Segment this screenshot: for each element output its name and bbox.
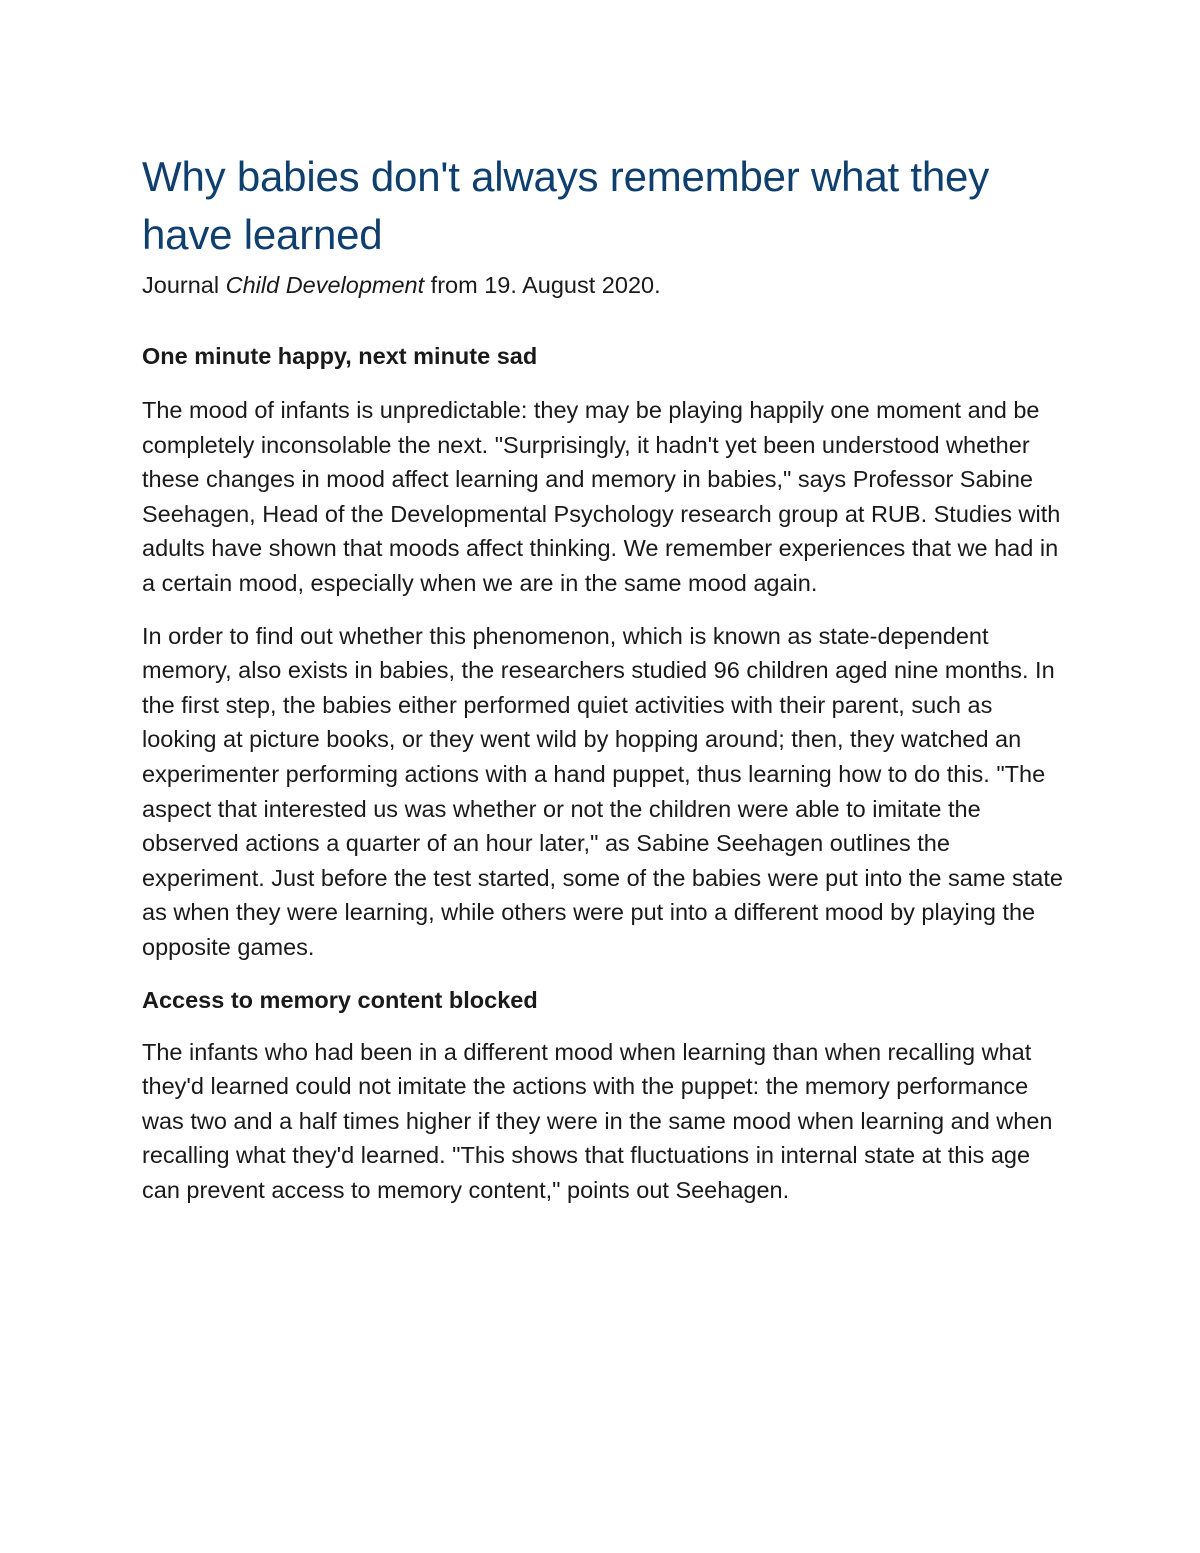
article-title: Why babies don't always remember what they have learned xyxy=(142,153,990,258)
article-subtitle xyxy=(142,268,1067,302)
section-heading-memory-access: Access to memory content blocked xyxy=(142,986,538,1013)
paragraph-mood-intro: The mood of infants is unpredictable: they may be playing happily one moment and be completely inconsolable the next. "Surprisingly, it hadn't yet been understood whether these changes in mood affect learning and memory in babies," says Professor Sabine Seehagen, Head of the Developmental Psychology research group at RUB. Studies with adults have shown that moods affect thinking. We remember experiences that we had in a certain mood, especially when we are in the same mood again. xyxy=(142,397,1061,596)
paragraph-results: The infants who had been in a different mood when learning than when recalling what they'd learned could not imitate the actions with the puppet: the memory performance was two and a half times higher if they were in the same mood when learning and when recalling what they'd learned. "This shows that fluctuations in internal state at this age can prevent access to memory content," points out Seehagen. xyxy=(142,1038,1053,1203)
section-heading-mood: One minute happy, next minute sad xyxy=(142,343,538,369)
subtitle-suffix: from 19. August 2020. xyxy=(424,272,661,298)
journal-name: Child Development xyxy=(225,272,425,298)
document-page xyxy=(142,148,1067,1207)
paragraph-experiment: In order to find out whether this phenomenon, which is known as state-dependent memory, also exists in babies, the researchers studied 96 children aged nine months. In the first step, the babies either performed quiet activities with their parent, such as looking at picture books, or they went wild by hopping around; then, they watched an experimenter performing actions with a hand puppet, thus learning how to do this. "The aspect that interested us was whether or not the children were able to imitate the observed actions a quarter of an hour later," as Sabine Seehagen outlines the experiment. Just before the test started, some of the babies were put into the same state as when they were learning, while others were put into a different mood by playing the opposite games. xyxy=(142,622,1063,960)
subtitle-prefix: Journal xyxy=(142,272,226,298)
